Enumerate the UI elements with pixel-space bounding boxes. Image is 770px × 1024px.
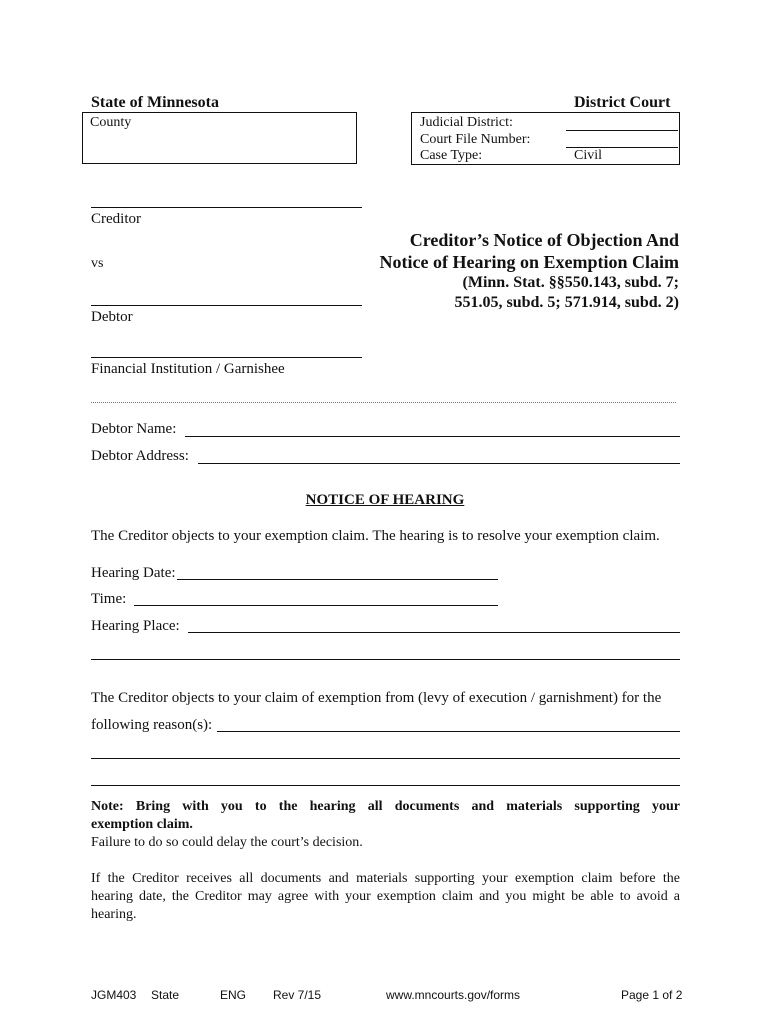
hearing-place-input-2[interactable]	[91, 659, 680, 660]
objection-sentence: The Creditor objects to your exemption claim. The hearing is to resolve your exemption claim.	[91, 528, 660, 544]
footer-page-number: Page 1 of 2	[621, 988, 683, 1002]
reason-line-1: The Creditor objects to your claim of exemption from (levy of execution / garnishment) for the	[91, 690, 662, 706]
vs-label: vs	[91, 256, 104, 271]
footer-jurisdiction: State	[151, 988, 180, 1002]
court-file-number-label: Court File Number:	[420, 132, 531, 147]
case-info-box	[411, 112, 680, 165]
form-title	[319, 229, 679, 313]
title-line-2: Notice of Hearing on Exemption Claim	[379, 252, 679, 272]
reason-input-2[interactable]	[91, 758, 680, 759]
hearing-date-input[interactable]	[177, 579, 498, 580]
reason-input-1[interactable]	[217, 731, 680, 732]
time-input[interactable]	[134, 605, 498, 606]
garnishee-label: Financial Institution / Garnishee	[91, 361, 285, 377]
note-paragraph-line-2: hearing date, the Creditor may agree with your exemption claim and you might be able to avoid a	[91, 889, 680, 904]
hearing-place-label: Hearing Place:	[91, 618, 180, 634]
footer-language: ENG	[220, 988, 247, 1002]
judicial-district-field[interactable]	[566, 130, 678, 131]
debtor-address-input[interactable]	[198, 463, 680, 464]
note-plain-text: Failure to do so could delay the court’s decision.	[91, 835, 363, 850]
note-bold-line-1: Note: Bring with you to the hearing all documents and materials supporting your	[91, 799, 680, 814]
garnishee-name-field[interactable]	[91, 357, 362, 358]
debtor-address-label: Debtor Address:	[91, 448, 189, 464]
note-paragraph-line-3: hearing.	[91, 907, 137, 922]
case-type-label: Case Type:	[420, 148, 483, 163]
title-line-1: Creditor’s Notice of Objection And	[409, 230, 679, 250]
state-label: State of Minnesota	[91, 94, 219, 111]
time-label: Time:	[91, 591, 127, 607]
reason-input-3[interactable]	[91, 785, 680, 786]
creditor-label: Creditor	[91, 211, 141, 227]
county-box[interactable]	[82, 112, 357, 164]
county-label: County	[90, 115, 132, 130]
judicial-district-label: Judicial District:	[420, 115, 513, 130]
title-line-4: 551.05, subd. 5; 571.914, subd. 2)	[454, 294, 679, 311]
notice-heading: NOTICE OF HEARING	[305, 492, 465, 508]
footer-website[interactable]: www.mncourts.gov/forms	[386, 988, 521, 1002]
case-type-value: Civil	[574, 148, 603, 163]
hearing-date-label: Hearing Date:	[91, 565, 176, 581]
court-label: District Court	[574, 94, 671, 111]
note-paragraph-line-1: If the Creditor receives all documents and materials supporting your exemption claim before the	[91, 871, 680, 886]
note-bold-line-2: exemption claim.	[91, 817, 193, 832]
debtor-name-input[interactable]	[185, 436, 680, 437]
separator-dotted	[91, 402, 676, 403]
creditor-name-field[interactable]	[91, 207, 362, 208]
footer-revision: Rev 7/15	[273, 988, 322, 1002]
debtor-label: Debtor	[91, 309, 133, 325]
footer-form-code: JGM403	[91, 988, 137, 1002]
hearing-place-input[interactable]	[188, 632, 680, 633]
title-line-3: (Minn. Stat. §§550.143, subd. 7;	[462, 274, 679, 291]
reason-line-2-label: following reason(s):	[91, 717, 213, 733]
debtor-name-label: Debtor Name:	[91, 421, 177, 437]
